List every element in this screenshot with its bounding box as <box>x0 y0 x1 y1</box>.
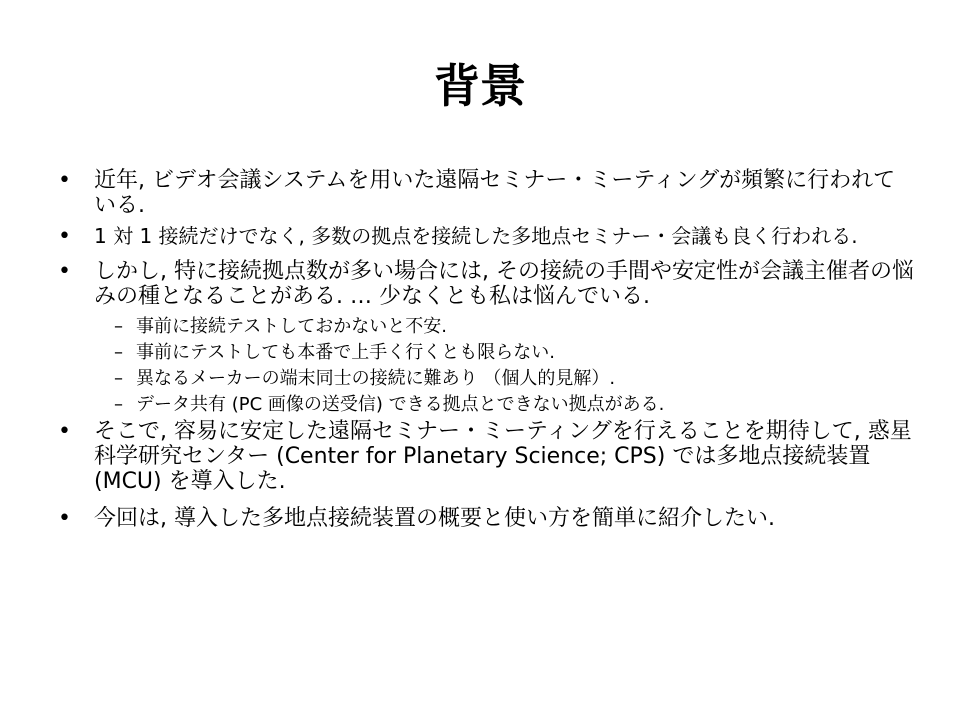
sub-dash: – <box>114 394 123 415</box>
sub-text: データ共有 (PC 画像の送受信) できる拠点とできない拠点がある. <box>136 394 665 415</box>
sub-text: 事前にテストしても本番で上手く行くとも限らない. <box>136 342 555 363</box>
slide-title: 背景 <box>434 59 526 113</box>
sub-item-3 <box>56 367 916 391</box>
bullet-mark: • <box>58 259 71 284</box>
bullet-text: 1 対 1 接続だけでなく, 多数の拠点を接続した多地点セミナー・会議も良く行われる. <box>94 224 858 248</box>
bullet-item-3 <box>56 259 916 309</box>
slide-body <box>56 168 916 537</box>
sub-item-1 <box>56 315 916 339</box>
bullet-text: 今回は, 導入した多地点接続装置の概要と使い方を簡単に紹介したい. <box>94 506 775 531</box>
sub-item-4 <box>56 393 916 417</box>
sub-item-2 <box>56 341 916 365</box>
bullet-mark: • <box>58 506 71 531</box>
bullet-mark: • <box>58 224 71 249</box>
sub-dash: – <box>114 316 123 337</box>
bullet-text: 近年, ビデオ会議システムを用いた遠隔セミナー・ミーティングが頻繁に行われている. <box>94 168 896 218</box>
bullet-text: しかし, 特に接続拠点数が多い場合には, その接続の手間や安定性が会議主催者の悩みの種となることがある. … 少なくとも私は悩んでいる. <box>94 259 914 309</box>
bullet-item-5 <box>56 506 916 531</box>
bullet-item-2 <box>56 224 916 249</box>
bullet-item-1 <box>56 168 916 218</box>
sub-text: 事前に接続テストしておかないと不安. <box>136 316 447 337</box>
bullet-item-4 <box>56 419 916 494</box>
sub-dash: – <box>114 368 123 389</box>
sub-dash: – <box>114 342 123 363</box>
sub-text: 異なるメーカーの端末同士の接続に難あり （個人的見解）. <box>136 368 616 389</box>
bullet-text: そこで, 容易に安定した遠隔セミナー・ミーティングを行えることを期待して, 惑星科学研究センター (Center for Planetary Science; CPS) では多地点接続装置 (MCU) を導入した. <box>94 419 912 494</box>
bullet-mark: • <box>58 419 71 444</box>
bullet-mark: • <box>58 168 71 193</box>
